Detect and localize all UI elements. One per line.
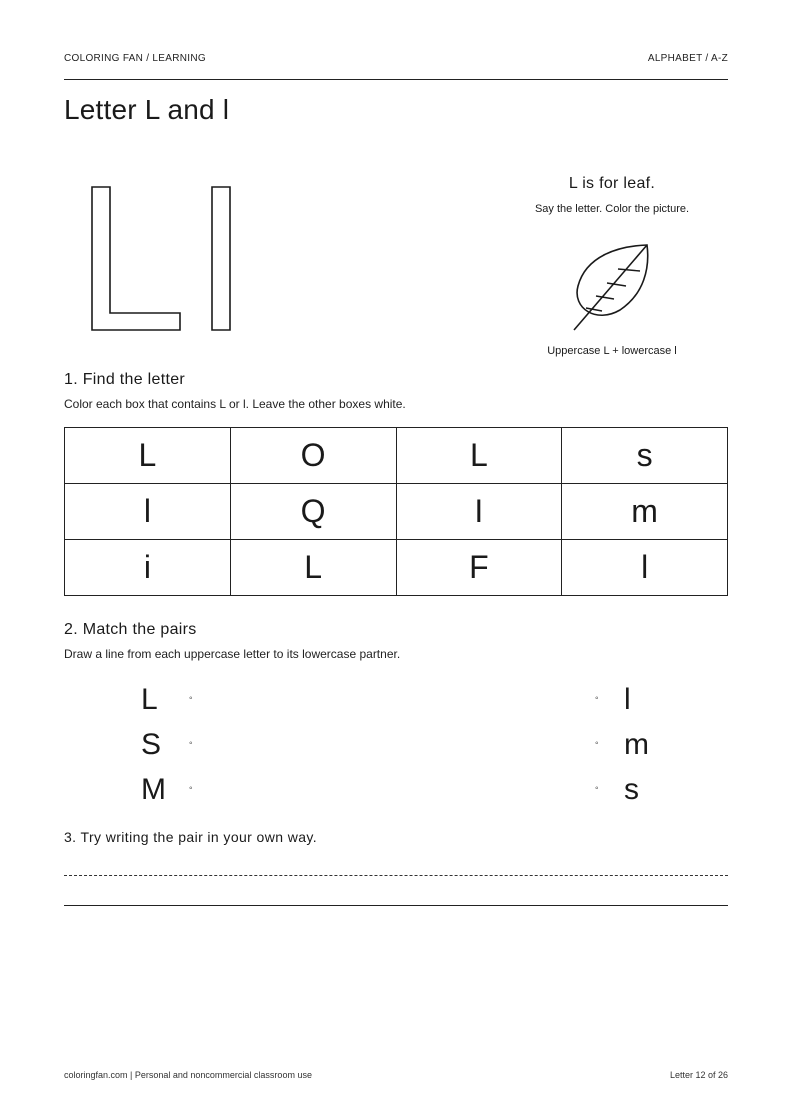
grid-row [65, 540, 728, 596]
picture-label: Uppercase L + lowercase l [547, 345, 677, 357]
grid-cell[interactable]: l [65, 484, 231, 540]
match-left-dot[interactable]: ◦ [189, 693, 193, 704]
header-divider [64, 79, 728, 80]
grid-row [65, 484, 728, 540]
grid-cell[interactable]: L [230, 540, 396, 596]
match-right-letter: s [624, 773, 639, 806]
section1-instruction: Color each box that contains L or l. Leave the other boxes white. [64, 397, 406, 411]
grid-cell[interactable]: m [562, 484, 728, 540]
match-right-dot[interactable]: ◦ [595, 738, 599, 749]
leaf-veins [586, 269, 640, 311]
match-right-letter: l [624, 683, 631, 716]
writing-base-line[interactable] [64, 905, 728, 906]
footer-right: Letter 12 of 26 [669, 1070, 728, 1080]
section3-title: 3. Try writing the pair in your own way. [64, 829, 318, 845]
match-left-letter: L [141, 683, 158, 716]
section1-title: 1. Find the letter [64, 371, 186, 388]
match-right-dot[interactable]: ◦ [595, 693, 599, 704]
picture-instruction: Say the letter. Color the picture. [534, 203, 690, 215]
grid-cell[interactable]: s [562, 428, 728, 484]
grid-row [65, 428, 728, 484]
header-right: ALPHABET / A-Z [647, 53, 728, 64]
grid-cell[interactable]: F [396, 540, 562, 596]
match-left-letter: M [141, 773, 166, 806]
grid-cell[interactable]: L [396, 428, 562, 484]
match-left-dot[interactable]: ◦ [189, 783, 193, 794]
letter-grid [64, 427, 728, 596]
grid-cell[interactable]: Q [230, 484, 396, 540]
uppercase-l-outline [92, 187, 180, 330]
lowercase-l-outline [212, 187, 230, 330]
grid-cell[interactable]: L [65, 428, 231, 484]
footer-left: coloringfan.com | Personal and noncommercial classroom use [64, 1070, 312, 1080]
outlined-letters-graphic [88, 183, 238, 335]
grid-cell[interactable]: i [65, 540, 231, 596]
page-title: Letter L and l [64, 94, 230, 125]
section2-title: 2. Match the pairs [64, 621, 197, 638]
grid-cell[interactable]: I [396, 484, 562, 540]
writing-guide-dashed-line[interactable] [64, 875, 728, 876]
section2-instruction: Draw a line from each uppercase letter to its lowercase partner. [64, 647, 401, 661]
leaf-stem [574, 245, 647, 330]
match-left-letter: S [141, 728, 162, 761]
leaf-icon [566, 238, 662, 334]
picture-caption: L is for leaf. [568, 175, 656, 192]
header-left: COLORING FAN / LEARNING [64, 53, 206, 64]
match-right-letter: m [624, 728, 649, 761]
grid-cell[interactable]: O [230, 428, 396, 484]
match-left-dot[interactable]: ◦ [189, 738, 193, 749]
match-right-dot[interactable]: ◦ [595, 783, 599, 794]
grid-cell[interactable]: l [562, 540, 728, 596]
